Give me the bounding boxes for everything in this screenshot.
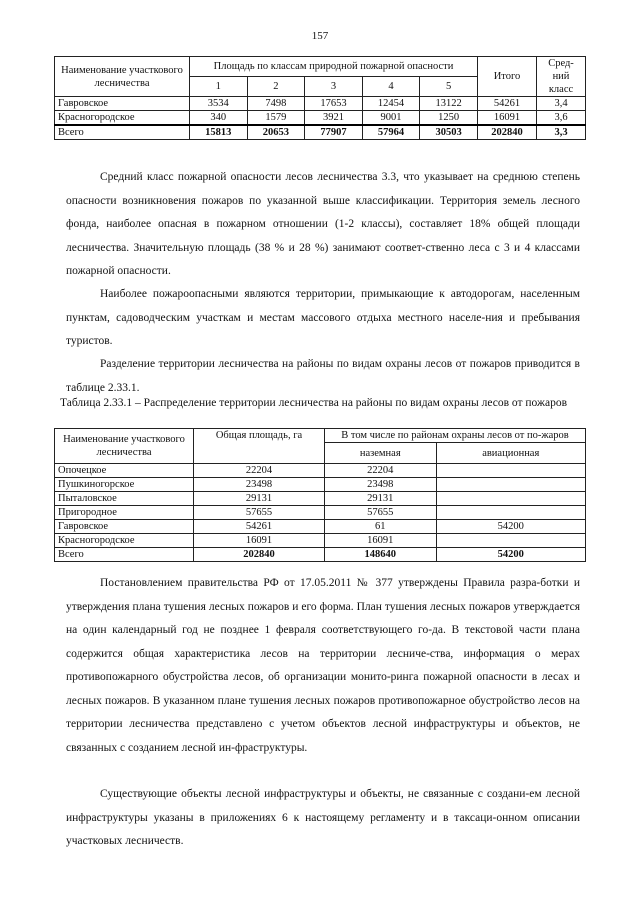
table-row — [55, 492, 586, 506]
t1-total-cell: 20653 — [247, 125, 305, 140]
table-row — [55, 111, 586, 126]
t2-cell: 54261 — [194, 520, 325, 534]
t2-cell — [436, 534, 585, 548]
table-caption: Таблица 2.33.1 – Распределение территории лесничества на районы по видам охраны лесов от пожаров — [60, 397, 568, 409]
t2-row-name: Пригородное — [55, 506, 194, 520]
t1-total-cell: 77907 — [305, 125, 363, 140]
t1-cell: 17653 — [305, 97, 363, 111]
t2-cell: 57655 — [194, 506, 325, 520]
t2-cell — [436, 492, 585, 506]
t2-head-incl: В том числе по районам охраны лесов от по-жаров — [325, 429, 586, 443]
t2-row-name: Гавровское — [55, 520, 194, 534]
paragraph-4 — [66, 572, 580, 760]
t1-cell: 9001 — [362, 111, 420, 126]
table-total-row — [55, 548, 586, 562]
t2-cell: 16091 — [325, 534, 437, 548]
t1-cell: 54261 — [478, 97, 537, 111]
paragraph-1-text: Средний класс пожарной опасности лесов лесничества 3.3, что указывает на среднюю степень опасности возникновения пожаров по указанной выше классификации. Территория земель лесного фонда, наиболее опасная в пожарном отношении (1-2 классы), составляет 18% общей площади лесничества. Значительную площадь (38 % и 28 %) занимают соответ-ственно леса с 3 и 4 классами пожарной опасности. — [66, 171, 580, 277]
t1-class-4: 4 — [362, 77, 420, 97]
t1-total-cell: 57964 — [362, 125, 420, 140]
table-total-row — [55, 125, 586, 140]
t1-class-3: 3 — [305, 77, 363, 97]
table-row — [55, 464, 586, 478]
t1-class-5: 5 — [420, 77, 478, 97]
t2-cell — [436, 478, 585, 492]
t1-cell: 340 — [190, 111, 248, 126]
t1-cell: 3,6 — [537, 111, 586, 126]
t2-row-name: Красногородское — [55, 534, 194, 548]
fire-class-table — [54, 56, 586, 140]
t2-cell: 61 — [325, 520, 437, 534]
paragraph-4-text: Постановлением правительства РФ от 17.05.2011 № 377 утверждены Правила разра-ботки и утверждения плана тушения лесных пожаров и его форма. План тушения лесных пожаров утверждается на один календарный год не позднее 1 февраля соответствующего го-да. В текстовой части плана содержится общая характеристика лесов на территории лесниче-ства, информация о мерах противопожарного обустройства лесов, об организации монито-ринга пожарной опасности в лесах и лесных пожаров. В указанном плане тушения лесных пожаров противопожарное обустройство лесов на территории лесничества представлено с учетом объектов лесной инфраструктуры и объектов, не связанных с созданием лесной ин-фраструктуры. — [66, 577, 580, 754]
t1-total-cell: 15813 — [190, 125, 248, 140]
t1-cell: 12454 — [362, 97, 420, 111]
t1-row-name: Гавровское — [55, 97, 190, 111]
t1-head-name: Наименование участкового лесничества — [55, 57, 190, 97]
t2-total-cell: 54200 — [436, 548, 585, 562]
t1-head-total: Итого — [478, 57, 537, 97]
t1-cell: 3534 — [190, 97, 248, 111]
t2-cell: 54200 — [436, 520, 585, 534]
table-row — [55, 506, 586, 520]
t1-cell: 16091 — [478, 111, 537, 126]
t2-head-area: Общая площадь, га — [194, 429, 325, 464]
paragraph-3 — [66, 353, 580, 400]
t2-cell: 22204 — [194, 464, 325, 478]
t1-cell: 13122 — [420, 97, 478, 111]
t1-head-avg: Сред-ний класс — [537, 57, 586, 97]
table-row — [55, 534, 586, 548]
t1-cell: 3921 — [305, 111, 363, 126]
t1-class-1: 1 — [190, 77, 248, 97]
t2-cell: 23498 — [194, 478, 325, 492]
paragraph-1 — [66, 166, 580, 284]
t2-head-air: авиационная — [436, 443, 585, 464]
t2-row-name: Пыталовское — [55, 492, 194, 506]
t2-cell: 29131 — [194, 492, 325, 506]
t1-head-area: Площадь по классам природной пожарной опасности — [190, 57, 478, 77]
t2-cell — [436, 464, 585, 478]
paragraph-2 — [66, 283, 580, 354]
t2-row-name: Пушкиногорское — [55, 478, 194, 492]
t2-row-name: Опочецкое — [55, 464, 194, 478]
t1-cell: 1250 — [420, 111, 478, 126]
paragraph-3-text: Разделение территории лесничества на районы по видам охраны лесов от пожаров приводится в таблице 2.33.1. — [66, 358, 580, 394]
t2-cell: 16091 — [194, 534, 325, 548]
t2-cell: 57655 — [325, 506, 437, 520]
t2-total-label: Всего — [55, 548, 194, 562]
t1-class-2: 2 — [247, 77, 305, 97]
protection-zones-table — [54, 428, 586, 562]
t2-cell: 23498 — [325, 478, 437, 492]
table-row — [55, 520, 586, 534]
t1-cell: 1579 — [247, 111, 305, 126]
t2-cell — [436, 506, 585, 520]
t2-cell: 29131 — [325, 492, 437, 506]
t2-head-name: Наименование участкового лесничества — [55, 429, 194, 464]
t1-cell: 7498 — [247, 97, 305, 111]
t2-total-cell: 202840 — [194, 548, 325, 562]
t1-row-name: Красногородское — [55, 111, 190, 126]
t1-cell: 3,4 — [537, 97, 586, 111]
t1-total-cell: 202840 — [478, 125, 537, 140]
t1-total-label: Всего — [55, 125, 190, 140]
table-row — [55, 478, 586, 492]
paragraph-5 — [66, 783, 580, 854]
t2-total-cell: 148640 — [325, 548, 437, 562]
paragraph-5-text: Существующие объекты лесной инфраструктуры и объекты, не связанные с создани-ем лесной инфраструктуры указаны в приложениях 6 к настоящему регламенту и в таксаци-онном описании участковых лесничеств. — [66, 788, 580, 847]
t2-head-ground: наземная — [325, 443, 437, 464]
t2-cell: 22204 — [325, 464, 437, 478]
table-row — [55, 97, 586, 111]
t1-total-cell: 30503 — [420, 125, 478, 140]
page-number: 157 — [311, 30, 329, 42]
paragraph-2-text: Наиболее пожароопасными являются территории, примыкающие к автодорогам, населенным пунктам, садоводческим участкам и местам массового отдыха местного населе-ния и пребывания туристов. — [66, 288, 580, 347]
t1-total-cell: 3,3 — [537, 125, 586, 140]
